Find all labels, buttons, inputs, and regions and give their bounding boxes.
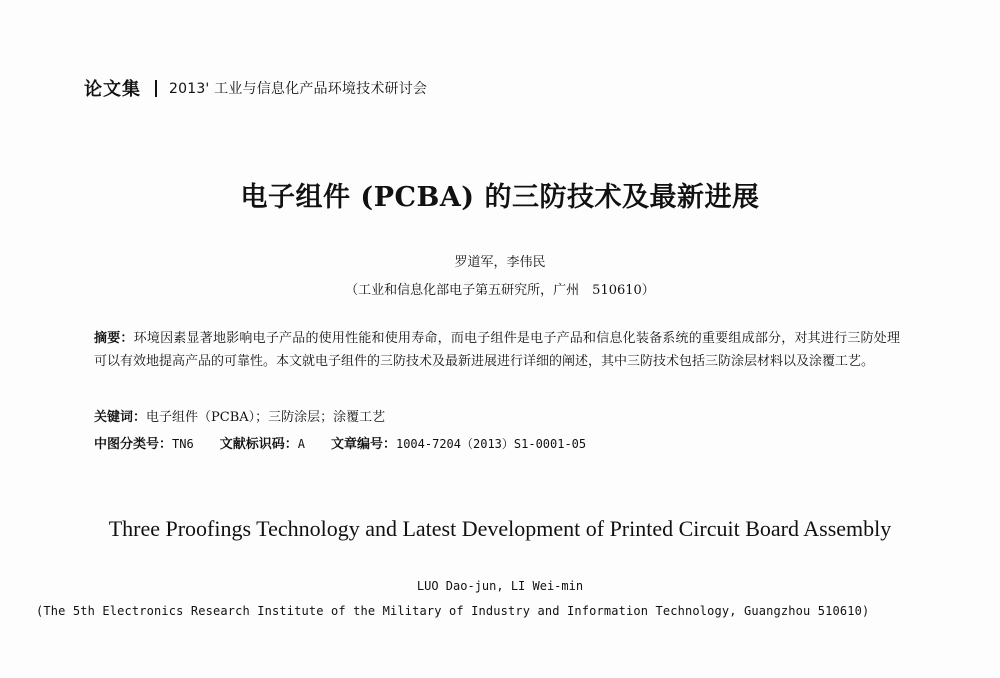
affiliation-en: (The 5th Electronics Research Institute of the Military of Industry and Information Technology, Guangzhou 510610) [36,604,870,618]
affiliation-cn: （工业和信息化部电子第五研究所，广州 510610） [345,283,655,298]
doc-code-value: A [297,437,305,451]
paper-title-cn: 电子组件 (PCBA) 的三防技术及最新进展 [240,182,760,213]
abstract-label: 摘要： [94,331,134,346]
header-divider [155,80,157,97]
clc-label: 中图分类号： [94,437,173,452]
keywords-label: 关键词： [94,410,147,425]
article-no-group [331,433,586,452]
paper-title-en: Three Proofings Technology and Latest Development of Printed Circuit Board Assembly [108,516,892,541]
keywords-text: 电子组件（PCBA）；三防涂层；涂覆工艺 [146,410,386,425]
authors-cn: 罗道军，李伟民 [454,255,546,270]
article-no-value: 1004-7204（2013）S1-0001-05 [395,437,587,451]
abstract [94,327,900,373]
doc-code-group [220,433,305,452]
header-label: 论文集 [84,79,141,100]
authors-en: LUO Dao-jun, LI Wei-min [416,579,584,593]
article-no-label: 文章编号： [330,437,396,452]
clc-group [94,433,194,452]
abstract-text: 环境因素显著地影响电子产品的使用性能和使用寿命，而电子组件是电子产品和信息化装备系统的重要组成部分，对其进行三防处理可以有效地提高产品的可靠性。本文就电子组件的三防技术及最新进展进行详细的阐述，其中三防技术包括三防涂层材料以及涂覆工艺。 [94,331,900,369]
running-header [84,74,427,102]
header-conference: 2013' 工业与信息化产品环境技术研讨会 [169,81,428,97]
classification-line [94,433,612,452]
clc-value: TN6 [172,437,194,451]
keywords [94,406,385,425]
doc-code-label: 文献标识码： [219,437,298,452]
